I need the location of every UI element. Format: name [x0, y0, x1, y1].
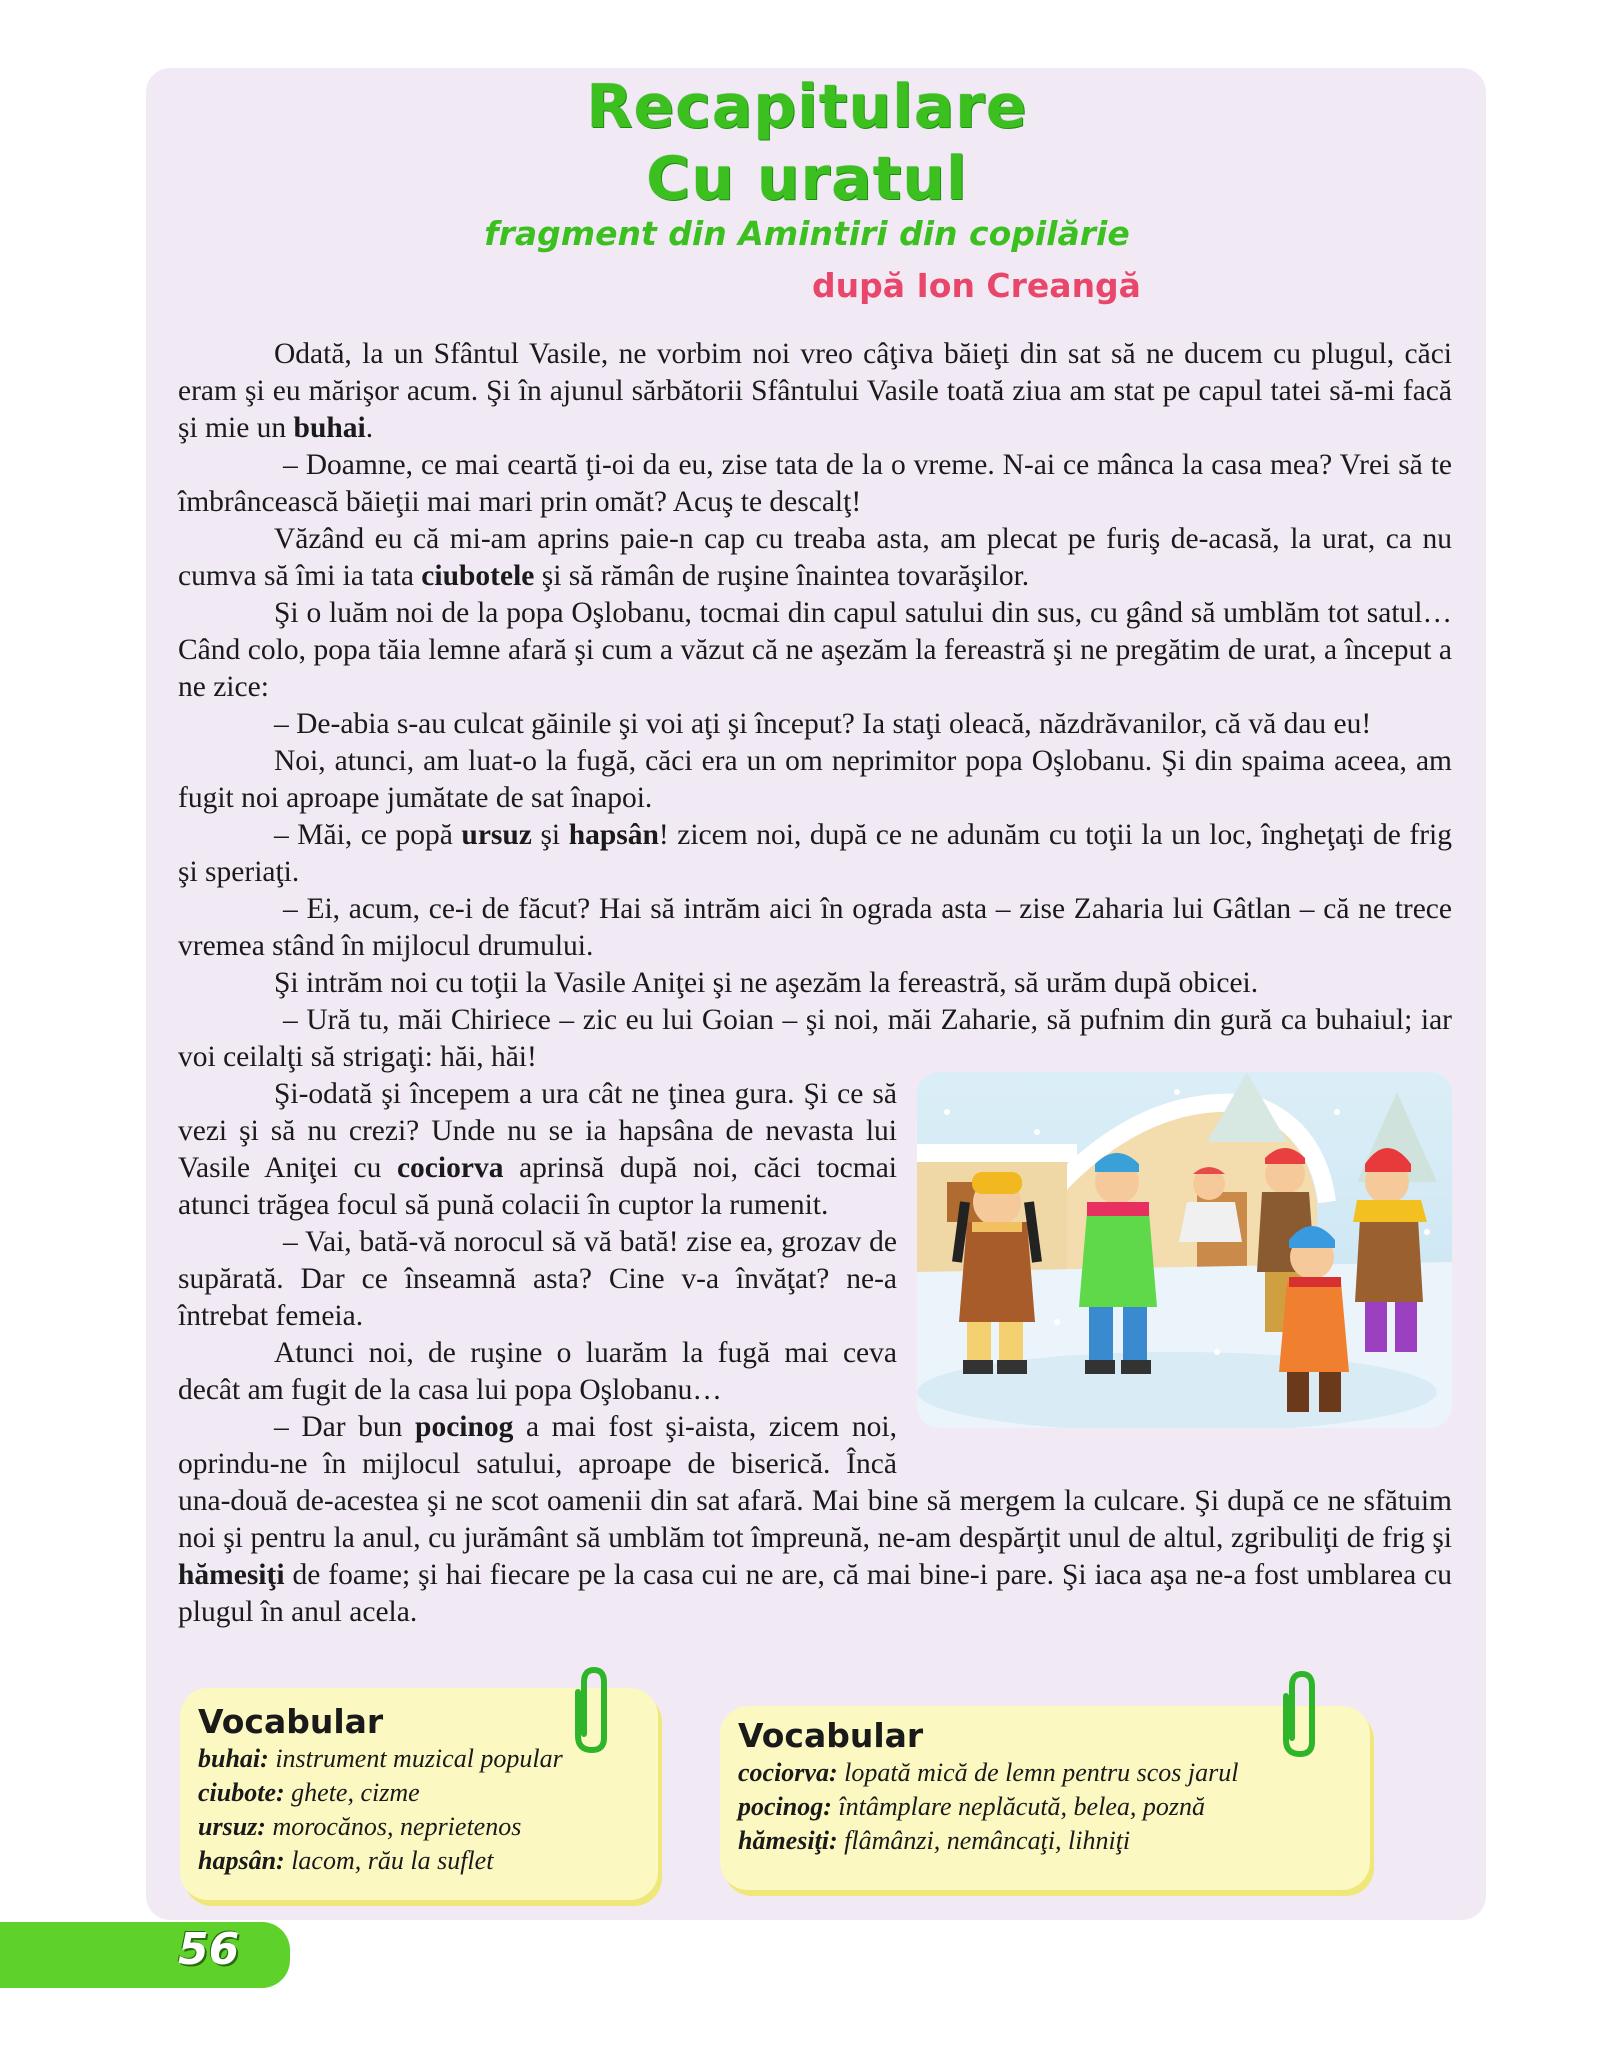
text-run: Văzând eu că mi-am aprins paie-n cap cu treaba asta, am plecat pe furiş de-acasă, la urat, ca nu cumva să îmi ia tata — [178, 523, 1452, 592]
vocabulary-term: hămesiţi: — [738, 1826, 838, 1855]
text-run: Şi o luăm noi de la popa Oşlobanu, tocmai din capul satului din sus, cu gând să umblăm tot satul… Când colo, popa tăia lemne afară şi cum a văzut că ne aşezăm la fereastră şi ne pregătim de urat, a început a ne zice: — [178, 597, 1452, 703]
text-run: Şi intrăm noi cu toţii la Vasile Aniţei şi ne aşezăm la fereastră, să urăm după obicei. — [274, 967, 1259, 999]
story-dialogue — [178, 891, 1452, 965]
page-title: Recapitulare — [586, 72, 1028, 142]
vocabulary-item — [198, 1810, 658, 1844]
vocabulary-term: cociorva: — [738, 1758, 838, 1787]
vocabulary-definition: instrument muzical popular — [275, 1744, 563, 1773]
vocab-term-hamesiti: hămesiţi — [178, 1559, 285, 1591]
vocabulary-list — [180, 1742, 658, 1878]
page-number-tab — [0, 1922, 290, 1988]
paperclip-icon — [1278, 1668, 1322, 1758]
vocabulary-item — [738, 1790, 1370, 1824]
text-run: – Doamne, ce mai ceartă ţi-oi da eu, zise tata de la o vreme. N-ai ce mânca la casa mea? Vrei să te îmbrâncească băieţii mai mari prin omăt? Acuş te descalţ! — [178, 449, 1452, 518]
story-subtitle: fragment din Amintiri din copilărie — [484, 214, 1130, 253]
story-dialogue — [178, 817, 1452, 891]
vocab-term-cociorva: cociorva — [396, 1152, 504, 1184]
story-dialogue — [178, 1002, 1452, 1076]
vocab-term-ursuz: ursuz — [461, 819, 532, 851]
text-run: – Ei, acum, ce-i de făcut? Hai să intrăm aici în ograda asta – zise Zaharia lui Gâtlan – că ne trece vremea stând în mijlocul drumului. — [178, 893, 1452, 962]
vocab-term-ciubotele: ciubotele — [421, 560, 535, 592]
vocabulary-term: pocinog: — [738, 1792, 832, 1821]
vocabulary-item — [198, 1844, 658, 1878]
page-number: 56 — [178, 1924, 240, 1975]
story-paragraph — [178, 743, 1452, 817]
vocabulary-item — [738, 1756, 1370, 1790]
vocabulary-term: buhai: — [198, 1744, 269, 1773]
text-run: Noi, atunci, am luat-o la fugă, căci era un om neprimitor popa Oşlobanu. Şi din spaima aceea, am fugit noi aproape jumătate de sat înapoi. — [178, 745, 1452, 814]
vocabulary-term: ursuz: — [198, 1812, 266, 1841]
vocabulary-term: ciubote: — [198, 1778, 285, 1807]
text-run: . — [365, 412, 374, 444]
text-run: Şi-odată şi începem a ura cât ne ţinea gura. Şi ce să vezi şi să nu crezi? Unde nu se ia hapsâna de nevasta lui Vasile Aniţei cu — [178, 1078, 897, 1184]
vocabulary-heading: Vocabular — [738, 1716, 924, 1755]
paperclip-icon — [570, 1664, 614, 1754]
vocabulary-box-right — [720, 1706, 1370, 1890]
vocabulary-definition: morocănos, neprietenos — [272, 1812, 522, 1841]
vocabulary-term: hapsân: — [198, 1846, 285, 1875]
text-run: – Dar bun — [274, 1411, 416, 1443]
text-run: aprinsă după noi, căci tocmai atunci trăgea focul să pună colacii în cuptor la rumenit. — [178, 1152, 897, 1221]
vocab-term-pocinog: pocinog — [415, 1411, 514, 1443]
vocab-term-hapsan: hapsân — [568, 819, 659, 851]
vocabulary-definition: ghete, cizme — [291, 1778, 420, 1807]
vocabulary-definition: întâmplare neplăcută, belea, poznă — [838, 1792, 1205, 1821]
story-paragraph — [178, 965, 1452, 1002]
text-run: – De-abia s-au culcat găinile şi voi aţi şi început? Ia staţi oleacă, năzdrăvanilor, că vă dau eu! — [274, 708, 1372, 740]
vocabulary-item — [198, 1776, 658, 1810]
text-run: Atunci noi, de ruşine o luarăm la fugă mai ceva decât am fugit de la casa lui popa Oşlobanu… — [178, 1337, 897, 1406]
story-dialogue — [178, 447, 1452, 521]
story-author: după Ion Creangă — [812, 266, 1141, 305]
illustration-spacer — [897, 1076, 1452, 1460]
text-run: şi să rămân de ruşine înaintea tovarăşilor. — [534, 560, 1030, 592]
story-paragraph — [178, 595, 1452, 706]
vocabulary-definition: lopată mică de lemn pentru scos jarul — [844, 1758, 1239, 1787]
text-run: – Ură tu, măi Chiriece – zic eu lui Goian – şi noi, măi Zaharie, să pufnim din gură ca buhaiul; iar voi ceilalţi să strigaţi: hăi, hăi! — [178, 1004, 1452, 1073]
vocabulary-definition: flâmânzi, nemâncaţi, lihniţi — [844, 1826, 1131, 1855]
text-run: ! zicem noi, după ce ne adunăm cu toţii la un loc, îngheţaţi de frig şi speriaţi. — [178, 819, 1452, 888]
story-dialogue — [178, 706, 1452, 743]
text-run: şi — [531, 819, 569, 851]
vocab-term-buhai: buhai — [293, 412, 366, 444]
story-text — [178, 336, 1452, 1631]
story-paragraph — [178, 336, 1452, 447]
vocabulary-definition: lacom, rău la suflet — [291, 1846, 494, 1875]
story-paragraph — [178, 521, 1452, 595]
story-title: Cu uratul — [646, 144, 968, 214]
text-run: Odată, la un Sfântul Vasile, ne vorbim noi vreo câţiva băieţi din sat să ne ducem cu plugul, căci eram şi eu mărişor acum. Şi în ajunul sărbătorii Sfântului Vasile toată ziua am stat pe capul tatei să-mi facă şi mie un — [178, 338, 1452, 444]
vocabulary-item — [738, 1824, 1370, 1858]
text-run: a mai fost şi-aista, zicem noi, oprindu-ne în mijlocul satului, aproape de biserică. Încă una-două de-acestea şi ne scot oamenii din sat afară. Mai bine să mergem la culcare. Şi după ce ne sfătuim noi şi pentru la anul, cu jurământ să umblăm tot împreună, ne-am despărţit unul de altul, zgribuliţi de frig şi — [178, 1411, 1452, 1554]
vocabulary-list — [720, 1756, 1370, 1858]
text-run: – Măi, ce popă — [274, 819, 462, 851]
text-run: – Vai, bată-vă norocul să vă bată! zise ea, grozav de supărată. Dar ce înseamnă asta? Cine v-a învăţat? ne-a întrebat femeia. — [178, 1226, 897, 1332]
vocabulary-heading: Vocabular — [198, 1702, 384, 1741]
text-run: de foame; şi hai fiecare pe la casa cui ne are, că mai bine-i pare. Şi iaca aşa ne-a fost umblarea cu plugul în anul acela. — [178, 1559, 1452, 1628]
